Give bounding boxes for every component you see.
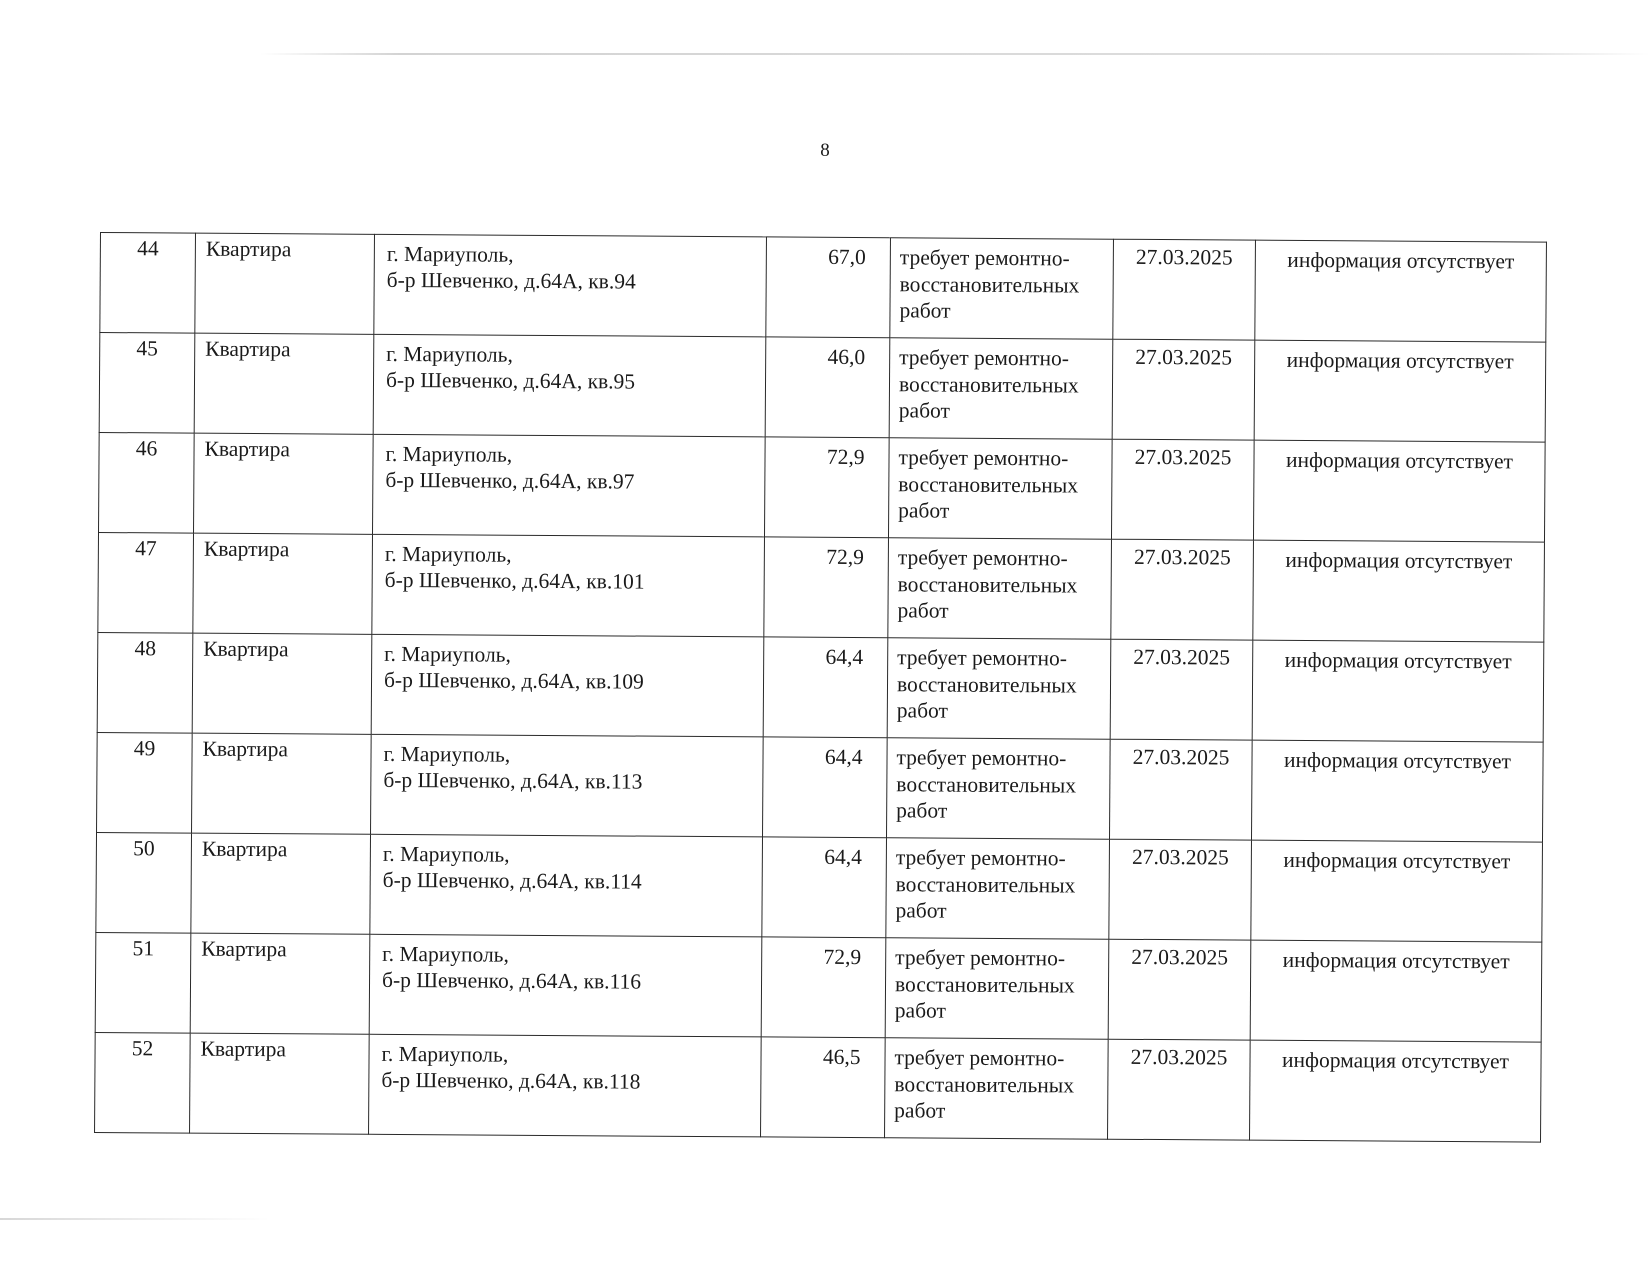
table-row [95, 1032, 1542, 1142]
table-row [95, 932, 1542, 1042]
condition-line-2: восстановительных [898, 371, 1079, 397]
condition-line-3: работ [896, 798, 948, 823]
property-table-container [94, 232, 1546, 1143]
condition-cell [886, 838, 1110, 939]
address-cell [373, 434, 766, 537]
owner-info: информация отсутствует [1254, 340, 1546, 442]
condition-cell [889, 338, 1113, 439]
condition-line-2: восстановительных [898, 471, 1079, 497]
address-cell [369, 1034, 762, 1137]
condition-line-2: восстановительных [896, 671, 1077, 697]
address-cell [373, 334, 766, 437]
area-value: 64,4 [762, 837, 887, 938]
area-value: 64,4 [763, 737, 888, 838]
condition-line-3: работ [898, 398, 951, 423]
object-type: Квартира [190, 1033, 370, 1134]
object-type: Квартира [194, 433, 374, 534]
row-number: 46 [99, 432, 195, 533]
condition-cell [887, 638, 1111, 739]
owner-info: информация отсутствует [1253, 540, 1545, 642]
area-value: 46,5 [761, 1037, 886, 1138]
condition-line-1: требует ремонтно- [894, 1045, 1065, 1071]
condition-line-1: требует ремонтно- [895, 845, 1066, 871]
area-value: 72,9 [764, 537, 889, 638]
address-street: б-р Шевченко, д.64А, кв.118 [381, 1067, 641, 1094]
address-cell [370, 834, 763, 937]
condition-line-3: работ [894, 998, 947, 1023]
property-table-body [95, 233, 1547, 1143]
inspection-date: 27.03.2025 [1113, 239, 1256, 340]
address-street: б-р Шевченко, д.64А, кв.94 [386, 267, 636, 294]
table-row [98, 532, 1545, 642]
object-type: Квартира [192, 633, 372, 734]
condition-line-1: требует ремонтно- [899, 245, 1070, 271]
condition-line-3: работ [898, 498, 950, 523]
owner-info: информация отсутствует [1251, 840, 1543, 942]
address-city: г. Мариуполь, [381, 1041, 509, 1067]
condition-line-1: требует ремонтно- [897, 645, 1068, 671]
object-type: Квартира [193, 533, 373, 634]
address-cell [374, 234, 767, 337]
owner-info: информация отсутствует [1250, 1040, 1542, 1142]
table-row [99, 432, 1546, 542]
area-value: 72,9 [761, 937, 886, 1038]
address-street: б-р Шевченко, д.64А, кв.109 [383, 667, 644, 694]
condition-line-3: работ [897, 598, 949, 623]
address-city: г. Мариуполь, [382, 841, 510, 867]
address-city: г. Мариуполь, [384, 541, 512, 567]
condition-line-2: восстановительных [899, 271, 1080, 297]
condition-line-2: восстановительных [896, 771, 1077, 797]
area-value: 64,4 [763, 637, 888, 738]
row-number: 52 [95, 1032, 191, 1133]
address-street: б-р Шевченко, д.64А, кв.114 [382, 867, 642, 894]
condition-line-1: требует ремонтно- [899, 345, 1070, 371]
address-street: б-р Шевченко, д.64А, кв.97 [385, 467, 635, 494]
owner-info: информация отсутствует [1250, 940, 1542, 1042]
object-type: Квартира [195, 233, 375, 334]
condition-line-1: требует ремонтно- [898, 445, 1069, 471]
table-row [100, 233, 1547, 343]
address-city: г. Мариуполь, [386, 241, 514, 267]
condition-line-3: работ [895, 898, 947, 923]
owner-info: информация отсутствует [1255, 240, 1547, 342]
address-cell [372, 534, 765, 637]
row-number: 49 [97, 732, 193, 833]
address-street: б-р Шевченко, д.64А, кв.113 [383, 767, 643, 794]
row-number: 47 [98, 532, 194, 633]
scan-edge-top [260, 53, 1650, 55]
property-table [94, 232, 1547, 1143]
condition-line-1: требует ремонтно- [896, 745, 1067, 771]
scan-edge-bottom [0, 1218, 270, 1220]
address-street: б-р Шевченко, д.64А, кв.101 [384, 567, 645, 594]
address-city: г. Мариуполь, [385, 441, 513, 467]
address-street: б-р Шевченко, д.64А, кв.116 [381, 967, 642, 994]
owner-info: информация отсутствует [1251, 740, 1543, 842]
condition-line-3: работ [896, 698, 949, 723]
row-number: 51 [95, 932, 191, 1033]
address-city: г. Мариуполь, [382, 941, 509, 967]
address-cell [371, 634, 764, 737]
inspection-date: 27.03.2025 [1112, 339, 1255, 440]
address-city: г. Мариуполь, [386, 341, 513, 367]
condition-line-2: восстановительных [897, 571, 1078, 597]
inspection-date: 27.03.2025 [1109, 739, 1252, 840]
inspection-date: 27.03.2025 [1108, 939, 1251, 1040]
condition-cell [888, 438, 1112, 539]
condition-line-2: восстановительных [894, 1071, 1075, 1097]
condition-cell [890, 238, 1114, 339]
condition-cell [887, 738, 1111, 839]
condition-cell [885, 938, 1109, 1039]
object-type: Квартира [191, 833, 371, 934]
condition-line-2: восстановительных [894, 971, 1075, 997]
object-type: Квартира [192, 733, 372, 834]
row-number: 45 [99, 333, 195, 434]
table-row [99, 333, 1546, 443]
condition-line-1: требует ремонтно- [895, 945, 1066, 971]
address-city: г. Мариуполь, [384, 641, 511, 667]
area-value: 46,0 [765, 337, 890, 438]
inspection-date: 27.03.2025 [1108, 1039, 1251, 1140]
inspection-date: 27.03.2025 [1111, 439, 1254, 540]
page-number: 8 [820, 140, 830, 161]
address-cell [369, 934, 762, 1037]
inspection-date: 27.03.2025 [1110, 639, 1253, 740]
condition-cell [885, 1038, 1109, 1139]
condition-line-3: работ [899, 298, 951, 323]
address-cell [371, 734, 764, 837]
area-value: 72,9 [764, 437, 889, 538]
address-street: б-р Шевченко, д.64А, кв.95 [385, 367, 636, 394]
row-number: 50 [96, 832, 192, 933]
inspection-date: 27.03.2025 [1111, 539, 1254, 640]
owner-info: информация отсутствует [1253, 440, 1545, 542]
table-row [97, 732, 1544, 842]
row-number: 48 [97, 632, 193, 733]
table-row [97, 632, 1544, 742]
condition-line-3: работ [894, 1098, 946, 1123]
row-number: 44 [100, 233, 196, 334]
address-city: г. Мариуполь, [383, 741, 511, 767]
owner-info: информация отсутствует [1252, 640, 1544, 742]
inspection-date: 27.03.2025 [1109, 839, 1252, 940]
table-row [96, 832, 1543, 942]
condition-cell [888, 538, 1112, 639]
object-type: Квартира [194, 333, 374, 434]
object-type: Квартира [190, 933, 370, 1034]
condition-line-1: требует ремонтно- [897, 545, 1068, 571]
condition-line-2: восстановительных [895, 871, 1076, 897]
area-value: 67,0 [766, 237, 891, 338]
